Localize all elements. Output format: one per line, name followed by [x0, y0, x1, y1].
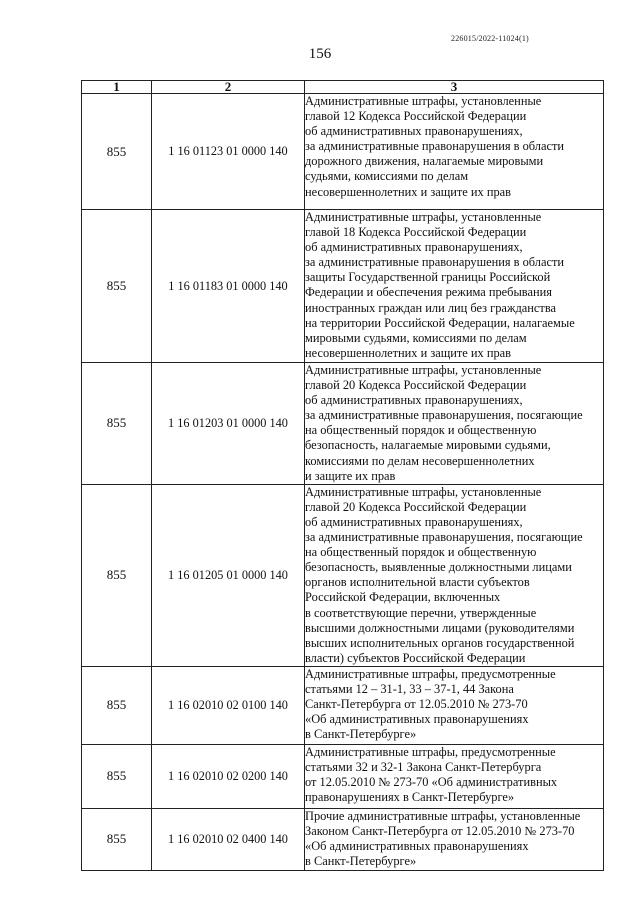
description-line: за административные правонарушения в области: [305, 139, 565, 154]
description-cell: [305, 94, 604, 210]
description-line: иностранных граждан или лиц без гражданства: [305, 300, 557, 315]
description-line: об административных правонарушениях,: [305, 240, 523, 255]
budget-code-cell: 855: [82, 363, 152, 485]
description-line: главой 18 Кодекса Российской Федерации: [305, 225, 527, 240]
description-line: об административных правонарушениях,: [305, 124, 523, 139]
description-line: судьями, комиссиями по делам: [305, 169, 469, 184]
description-line: «Об административных правонарушениях: [305, 712, 529, 727]
description-line: Административные штрафы, установленные: [305, 210, 542, 224]
description-line: Административные штрафы, предусмотренные: [305, 744, 556, 759]
description-line: Федерации и обеспечения режима пребывания: [305, 285, 552, 300]
description-cell: [305, 666, 604, 744]
description-line: высшими должностными лицами (руководителями: [305, 620, 575, 635]
description-line: Прочие административные штрафы, установленные: [305, 808, 581, 823]
column-header-1: 1: [82, 81, 152, 94]
table-row: [82, 484, 604, 666]
description-line: Административные штрафы, предусмотренные: [305, 666, 556, 681]
description-line: Российской Федерации, включенных: [305, 590, 501, 605]
description-line: в Санкт-Петербурге»: [305, 854, 417, 869]
description-line: власти) субъектов Российской Федерации: [305, 650, 526, 665]
description-line: об административных правонарушениях,: [305, 514, 523, 529]
description-line: Законом Санкт-Петербурга от 12.05.2010 № 273-70: [305, 823, 575, 838]
description-cell: [305, 210, 604, 363]
document-number: 226015/2022-11024(1): [451, 34, 529, 43]
description-line: и защите их прав: [305, 468, 396, 483]
column-header-3: 3: [305, 81, 604, 94]
budget-code-cell: 855: [82, 484, 152, 666]
description-line: за административные правонарушения, посягающие: [305, 530, 583, 545]
description-cell: [305, 808, 604, 870]
budget-code-cell: 855: [82, 210, 152, 363]
description-line: высших исполнительных органов государственной: [305, 635, 575, 650]
budget-code-cell: 855: [82, 808, 152, 870]
description-cell: [305, 744, 604, 808]
description-line: об административных правонарушениях,: [305, 393, 523, 408]
table-row: [82, 666, 604, 744]
description-line: мировыми судьями, комиссиями по делам: [305, 330, 527, 345]
kbk-code-cell: 1 16 02010 02 0200 140: [152, 744, 305, 808]
description-line: безопасность, выявленные должностными лицами: [305, 560, 572, 575]
description-line: Административные штрафы, установленные: [305, 94, 542, 108]
budget-code-cell: 855: [82, 666, 152, 744]
description-line: несовершеннолетних и защите их прав: [305, 184, 512, 199]
table-row: [82, 363, 604, 485]
description-line: защиты Государственной границы Российской: [305, 270, 551, 285]
description-line: в соответствующие перечни, утвержденные: [305, 605, 537, 620]
kbk-code-cell: 1 16 01123 01 0000 140: [152, 94, 305, 210]
description-line: статьями 12 – 31-1, 33 – 37-1, 44 Закона: [305, 681, 514, 696]
description-line: главой 20 Кодекса Российской Федерации: [305, 499, 527, 514]
kbk-code-cell: 1 16 02010 02 0400 140: [152, 808, 305, 870]
table-row: [82, 94, 604, 210]
column-header-2: 2: [152, 81, 305, 94]
description-line: комиссиями по делам несовершеннолетних: [305, 453, 535, 468]
description-line: на общественный порядок и общественную: [305, 545, 537, 560]
description-line: статьями 32 и 32-1 Закона Санкт-Петербурга: [305, 759, 542, 774]
description-line: правонарушениях в Санкт-Петербурге»: [305, 790, 515, 805]
description-cell: [305, 484, 604, 666]
page-number: 156: [308, 46, 332, 62]
description-line: органов исполнительной власти субъектов: [305, 575, 530, 590]
description-line: «Об административных правонарушениях: [305, 839, 529, 854]
description-cell: [305, 363, 604, 485]
description-line: за административные правонарушения в области: [305, 255, 565, 270]
description-line: дорожного движения, налагаемые мировыми: [305, 154, 544, 169]
description-line: в Санкт-Петербурге»: [305, 727, 417, 742]
description-line: за административные правонарушения, посягающие: [305, 408, 583, 423]
description-line: на территории Российской Федерации, налагаемые: [305, 315, 575, 330]
kbk-code-cell: 1 16 01183 01 0000 140: [152, 210, 305, 363]
budget-code-cell: 855: [82, 94, 152, 210]
description-line: от 12.05.2010 № 273-70 «Об административных: [305, 775, 558, 790]
description-line: безопасность, налагаемые мировыми судьями,: [305, 438, 551, 453]
revenue-code-table: [81, 80, 604, 871]
description-line: Административные штрафы, установленные: [305, 363, 542, 377]
table-row: [82, 210, 604, 363]
kbk-code-cell: 1 16 01205 01 0000 140: [152, 484, 305, 666]
description-line: на общественный порядок и общественную: [305, 423, 537, 438]
description-line: главой 20 Кодекса Российской Федерации: [305, 378, 527, 393]
kbk-code-cell: 1 16 02010 02 0100 140: [152, 666, 305, 744]
budget-code-cell: 855: [82, 744, 152, 808]
description-line: Санкт-Петербурга от 12.05.2010 № 273-70: [305, 697, 528, 712]
table-row: [82, 808, 604, 870]
description-line: несовершеннолетних и защите их прав: [305, 345, 512, 360]
kbk-code-cell: 1 16 01203 01 0000 140: [152, 363, 305, 485]
table-row: [82, 744, 604, 808]
table-header-row: [82, 81, 604, 94]
description-line: главой 12 Кодекса Российской Федерации: [305, 109, 527, 124]
description-line: Административные штрафы, установленные: [305, 484, 542, 499]
